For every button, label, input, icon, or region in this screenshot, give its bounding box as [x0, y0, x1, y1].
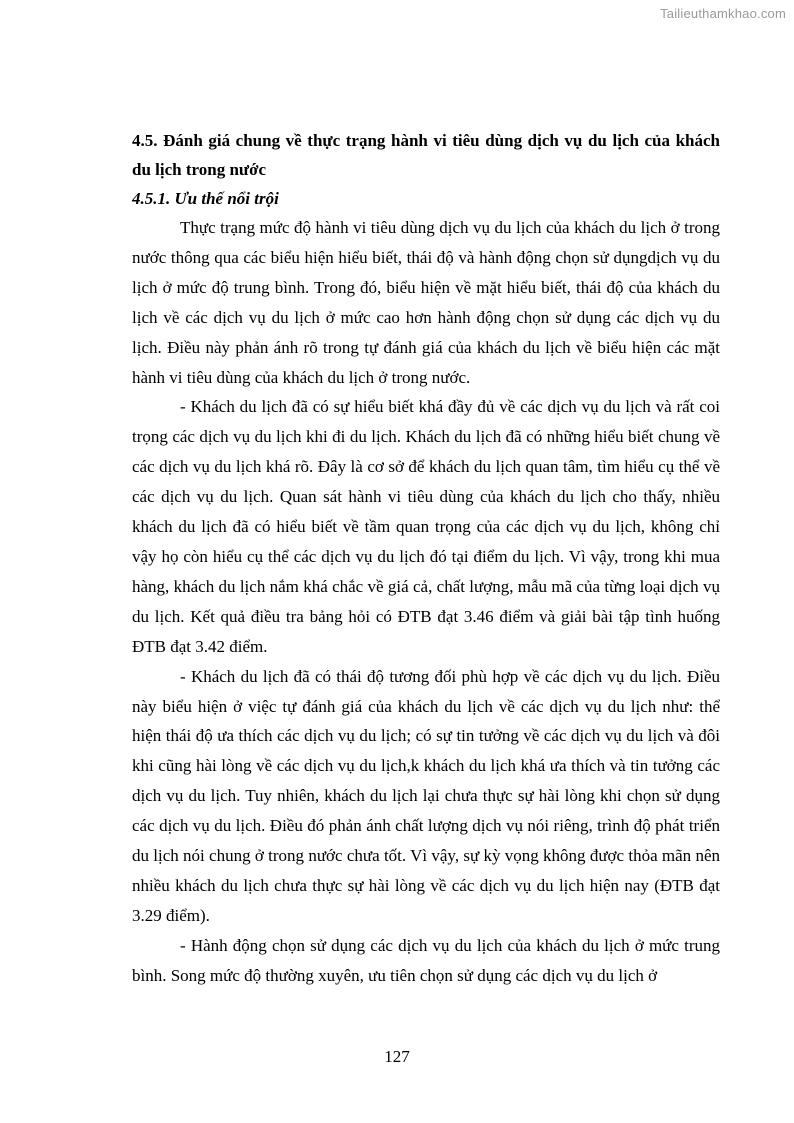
paragraph-attitude: - Khách du lịch đã có thái độ tương đối phù hợp về các dịch vụ du lịch. Điều này biểu hiện ở việc tự đánh giá của khách du lịch về các dịch vụ du lịch như: thể hiện thái độ ưa thích các dịch vụ du lịch; có sự tin tưởng về các dịch vụ du lịch và đôi khi cũng hài lòng về các dịch vụ du lịch,k khách du lịch khá ưa thích và tin tưởng các dịch vụ du lịch. Tuy nhiên, khách du lịch lại chưa thực sự hài lòng khi chọn sử dụng các dịch vụ du lịch. Điều đó phản ánh chất lượng dịch vụ nói riêng, trình độ phát triển du lịch nói chung ở trong nước chưa tốt. Vì vậy, sự kỳ vọng không được thỏa mãn nên nhiều khách du lịch chưa thực sự hài lòng về các dịch vụ du lịch hiện nay (ĐTB đạt 3.29 điểm).: [132, 666, 720, 925]
document-body: [132, 126, 720, 991]
paragraph-action: - Hành động chọn sử dụng các dịch vụ du lịch của khách du lịch ở mức trung bình. Song mức độ thường xuyên, ưu tiên chọn sử dụng các dịch vụ du lịch ở: [132, 935, 720, 985]
page-number: 127: [384, 1047, 410, 1066]
section-heading: 4.5. Đánh giá chung về thực trạng hành vi tiêu dùng dịch vụ du lịch của khách du lịch trong nước: [132, 131, 720, 179]
paragraph-knowledge: - Khách du lịch đã có sự hiểu biết khá đầy đủ về các dịch vụ du lịch và rất coi trọng các dịch vụ du lịch khi đi du lịch. Khách du lịch đã có những hiểu biết chung về các dịch vụ du lịch khá rõ. Đây là cơ sở để khách du lịch quan tâm, tìm hiểu cụ thể về các dịch vụ du lịch. Quan sát hành vi tiêu dùng của khách du lịch cho thấy, nhiều khách du lịch đã có hiểu biết về tầm quan trọng của các dịch vụ du lịch, không chỉ vậy họ còn hiểu cụ thể các dịch vụ du lịch đó tại điểm du lịch. Vì vậy, trong khi mua hàng, khách du lịch nắm khá chắc về giá cả, chất lượng, mẫu mã của từng loại dịch vụ du lịch. Kết quả điều tra bảng hỏi có ĐTB đạt 3.46 điểm và giải bài tập tình huống ĐTB đạt 3.42 điểm.: [132, 397, 720, 656]
subsection-heading: 4.5.1. Ưu thế nổi trội: [132, 189, 279, 208]
paragraph-overview: Thực trạng mức độ hành vi tiêu dùng dịch vụ du lịch của khách du lịch ở trong nước thông qua các biểu hiện hiểu biết, thái độ và hành động chọn sử dụngdịch vụ du lịch ở mức độ trung bình. Trong đó, biểu hiện về mặt hiểu biết, thái độ của khách du lịch về các dịch vụ du lịch ở mức cao hơn hành động chọn sử dụng các dịch vụ du lịch. Điều này phản ánh rõ trong tự đánh giá của khách du lịch về biểu hiện các mặt hành vi tiêu dùng của khách du lịch ở trong nước.: [132, 218, 720, 387]
watermark-text: Tailieuthamkhao.com: [660, 6, 786, 21]
